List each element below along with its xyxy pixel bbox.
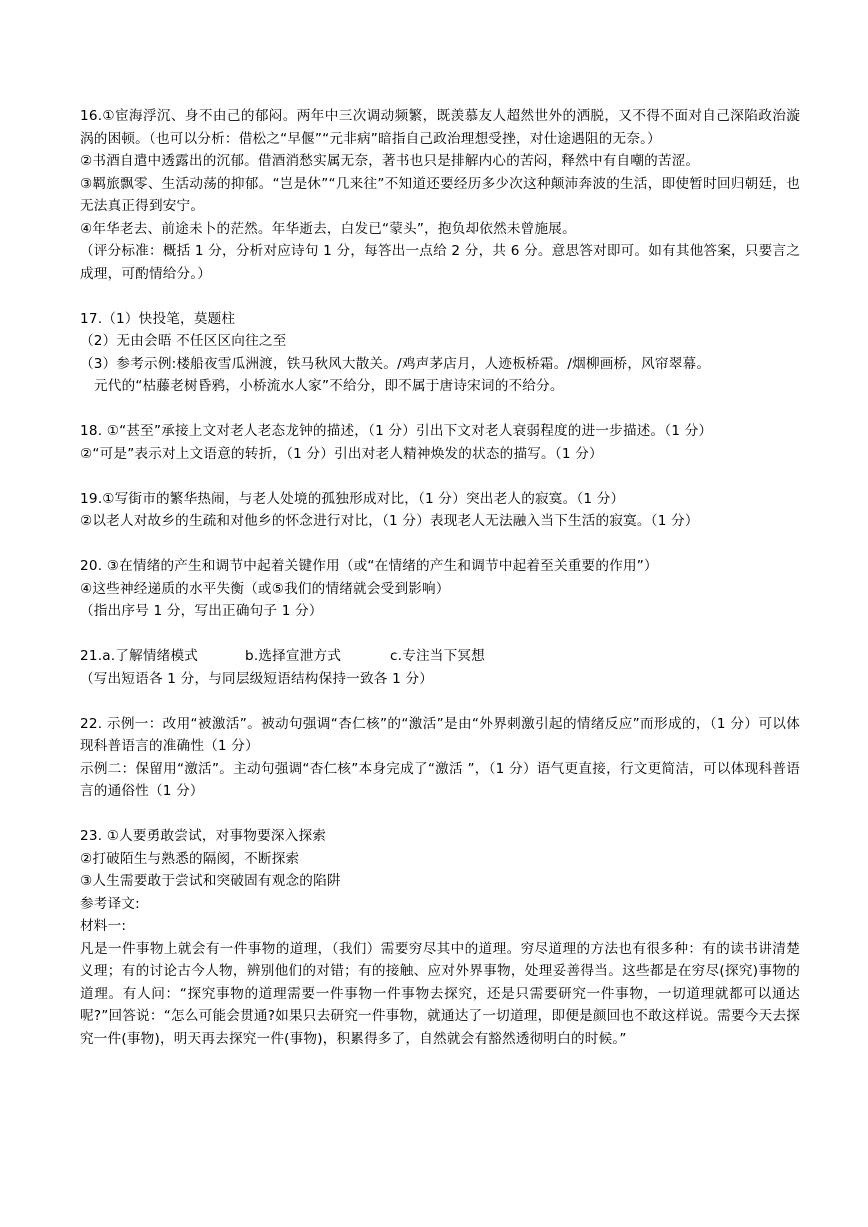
answer-21 [80,645,800,690]
answer-23-point-2: ②打破陌生与熟悉的隔阂，不断探索 [80,850,300,867]
answer-22-example-2: 示例二：保留用“激活”。主动句强调“杏仁核”本身完成了“激活 ”，（1 分）语气更直接，行文更简洁，可以体现科普语言的通俗性（1 分） [80,760,800,799]
answer-document [80,105,800,1050]
answer-17-part-3: （3）参考示例:楼船夜雪瓜洲渡，铁马秋风大散关。/鸡声茅店月，人迹板桥霜。/烟柳画桥，风帘翠幕。 [80,355,711,372]
answer-21-option-a: 21.a.了解情绪模式 [80,648,199,664]
answer-21-option-b: b.选择宣泄方式 [245,648,342,664]
answer-16-point-1: 16.①宦海浮沉、身不由己的郁闷。两年中三次调动频繁，既羡慕友人超然世外的洒脱，又不得不面对自己深陷政治漩涡的困顿。（也可以分析：借松之“早偃”“元非病”暗指自己政治理想受挫，对仕途遇阻的无奈。） [80,108,800,147]
answer-17-note: 元代的“枯藤老树昏鸦，小桥流水人家”不给分，即不属于唐诗宋词的不给分。 [94,378,564,394]
spacer [80,398,800,421]
material-1-translation: 凡是一件事物上就会有一件事物的道理，（我们）需要穷尽其中的道理。穷尽道理的方法也有很多种：有的读书讲清楚义理；有的讨论古今人物，辨别他们的对错；有的接触、应对外界事物，处理妥善得当。这些都是在穷尽(探究)事物的道理。有人问：“探究事物的道理需要一件事物一件事物去探究，还是只需要研究一件事物，一切道理就都可以通达呢?”回答说：“怎么可能会贯通?如果只去研究一件事物，就通达了一切道理，即便是颜回也不敢这样说。需要今天去探究一件(事物)，明天再去探究一件(事物)，积累得多了，自然就会有豁然透彻明白的时候。” [80,940,800,1047]
answer-20 [80,555,800,623]
spacer [80,690,800,713]
material-1-heading: 材料一: [80,918,127,934]
answer-17-part-2: （2）无由会晤 不任区区向往之至 [80,333,287,349]
answer-19-point-1: 19.①写街市的繁华热闹，与老人处境的孤独形成对比，（1 分）突出老人的寂寞。（1 分） [80,490,625,507]
answer-22 [80,713,800,803]
answer-23-point-1: 23. ①人要勇敢尝试，对事物要深入探索 [80,828,327,844]
answer-20-point-1: 20. ③在情绪的产生和调节中起着关键作用（或“在情绪的产生和调节中起着至关重要的作用”） [80,558,658,574]
spacer [80,803,800,826]
spacer [80,285,800,308]
answer-23-point-3: ③人生需要敢于尝试和突破固有观念的陷阱 [80,873,341,889]
answer-18-point-1: 18. ①“甚至”承接上文对老人老态龙钟的描述，（1 分）引出下文对老人衰弱程度的进一步描述。（1 分） [80,423,713,439]
answer-16 [80,105,800,285]
reference-translation-heading: 参考译文: [80,895,140,912]
answer-19 [80,488,800,533]
answer-17 [80,308,800,398]
answer-16-point-3: ③羁旅飘零、生活动荡的抑郁。“岂是休”“几来往”不知道还要经历多少次这种颠沛奔波的生活，即使暂时回归朝廷，也无法真正得到安宁。 [80,175,800,214]
answer-16-scoring-note: （评分标准：概括 1 分，分析对应诗句 1 分，每答出一点给 2 分，共 6 分。意思答对即可。如有其他答案，只要言之成理，可酌情给分。） [80,243,800,282]
answer-19-point-2: ②以老人对故乡的生疏和对他乡的怀念进行对比，（1 分）表现老人无法融入当下生活的寂寞。（1 分） [80,513,699,529]
answer-16-point-2: ②书酒自遣中透露出的沉郁。借酒消愁实属无奈，著书也只是排解内心的苦闷，释然中有自嘲的苦涩。 [80,153,700,169]
answer-18-point-2: ②“可是”表示对上文语意的转折，（1 分）引出对老人精神焕发的状态的描写。（1 分） [80,445,603,462]
spacer [80,465,800,488]
answer-21-options [80,645,800,668]
answer-20-scoring-note: （指出序号 1 分，写出正确句子 1 分） [80,603,323,619]
answer-18 [80,420,800,465]
answer-22-example-1: 22. 示例一：改用“被激活”。被动句强调“杏仁核”的“激活”是由“外界刺激引起的情绪反应”而形成的，（1 分）可以体现科普语言的准确性（1 分） [80,715,800,754]
answer-21-scoring-note: （写出短语各 1 分，与同层级短语结构保持一致各 1 分） [80,670,434,687]
spacer [80,623,800,646]
answer-20-point-2: ④这些神经递质的水平失衡（或⑤我们的情绪就会受到影响） [80,580,450,597]
spacer [80,533,800,556]
answer-17-part-1: 17.（1）快投笔，莫题柱 [80,310,236,327]
answer-23 [80,825,800,1050]
answer-16-point-4: ④年华老去、前途未卜的茫然。年华逝去，白发已“蒙头”，抱负却依然未曾施展。 [80,220,576,237]
answer-21-option-c: c.专注当下冥想 [390,648,485,664]
